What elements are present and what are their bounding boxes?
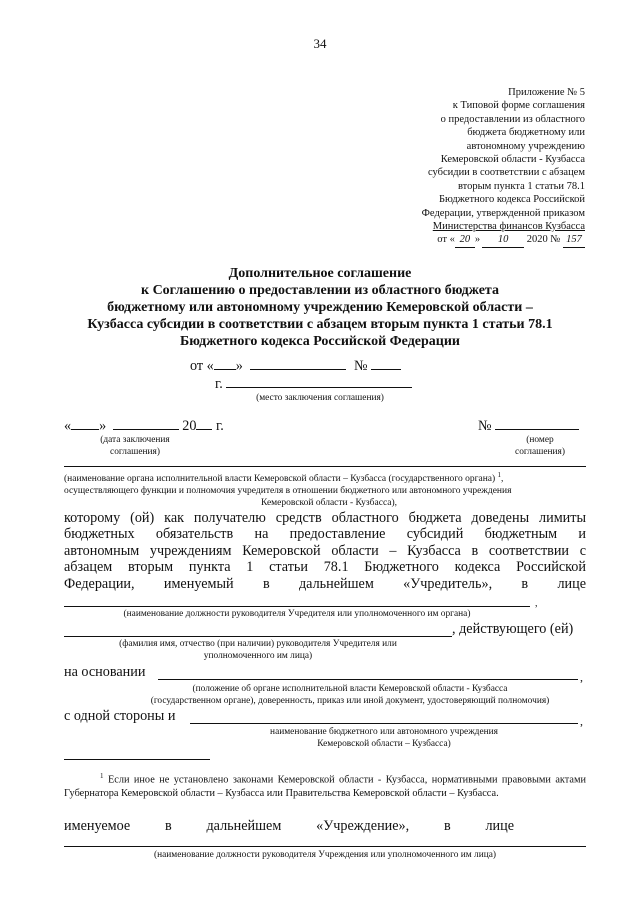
basis-comma: , [580, 670, 583, 684]
institution-comma: , [580, 714, 583, 728]
agreement-month-field[interactable] [250, 369, 346, 370]
body-line: бюджетных обязательств на предоставление субсидий бюджетным и [64, 526, 586, 543]
appendix-line: Федерации, утвержденной приказом [421, 207, 585, 219]
date-day-field[interactable] [71, 429, 99, 430]
appendix-line: вторым пункта 1 статьи 78.1 [457, 180, 585, 192]
city-prefix: г. [215, 376, 223, 392]
title-line: Дополнительное соглашение [228, 266, 412, 281]
appendix-line: о предоставлении из областного [440, 113, 585, 125]
appendix-line: бюджета бюджетному или [467, 127, 585, 139]
organ-name-field[interactable] [64, 466, 586, 467]
appendix-date-day: 20 [455, 233, 475, 247]
date-caption-line: соглашения) [110, 447, 160, 457]
head-name-caption-line: (фамилия имя, отчество (при наличии) руководителя Учредителя или [119, 639, 397, 649]
final-caption: (наименование должности руководителя Учреждения или уполномоченного им лица) [153, 850, 497, 860]
organ-caption-line: осуществляющего функции и полномочия учредителя в отношении бюджетного или автономного учреждения [64, 486, 512, 497]
footnote-ref: 1 [497, 471, 502, 479]
appendix-date-number: 157 [563, 233, 585, 247]
appendix-line: к Типовой форме соглашения [452, 100, 585, 112]
appendix-line: субсидии в соответствии с абзацем [427, 167, 585, 179]
head-position-comma: , [535, 598, 538, 609]
date-caption-line: (дата заключения [100, 435, 170, 445]
date-month-field[interactable] [113, 429, 179, 430]
basis-caption-line: (положение об органе исполнительной власти Кемеровской области - Кузбасса [192, 684, 508, 694]
appendix-date-line [325, 233, 585, 247]
agreement-ref-number-sign: № [353, 358, 368, 374]
appendix-date-prefix: от « [437, 234, 455, 246]
basis-label: на основании [64, 664, 146, 680]
city-line [215, 376, 412, 392]
footnote-separator [64, 759, 210, 760]
title-line: Бюджетного кодекса Российской Федерации [179, 334, 460, 349]
appendix-line: Министерства финансов Кузбасса [432, 221, 585, 233]
basis-field[interactable] [158, 679, 578, 680]
agreement-ref-line [190, 358, 401, 374]
appendix-line: Приложение № 5 [508, 87, 585, 98]
document-title [40, 265, 600, 350]
agreement-number-field[interactable] [371, 369, 401, 370]
date-close-quote: » [99, 418, 107, 434]
number-caption-line: соглашения) [515, 447, 565, 457]
page-number: 34 [313, 36, 327, 51]
final-word: в [164, 818, 172, 834]
institution-caption [190, 726, 578, 750]
title-line: к Соглашению о предоставлении из областного бюджета [141, 283, 499, 298]
one-side-label: с одной стороны и [64, 708, 176, 724]
date-year: 20 [182, 418, 197, 434]
agreement-no-field[interactable] [495, 429, 579, 430]
appendix-date-month: 10 [482, 233, 524, 247]
final-word: именуемое [64, 818, 131, 834]
body-line: автономным учреждениям Кемеровской области – Кузбасса в соответствии с [64, 542, 586, 559]
acting-label: , действующего (ей) [452, 621, 574, 637]
place-caption: (место заключения соглашения) [256, 393, 384, 403]
footnote [64, 770, 586, 800]
appendix-date-year: 2020 № [526, 234, 561, 246]
organ-caption-comma: , [501, 474, 504, 485]
date-number-sign: № [478, 418, 492, 434]
final-line [64, 818, 514, 834]
institution-caption-line: наименование бюджетного или автономного учреждения [270, 727, 498, 737]
institution-field[interactable] [190, 723, 578, 724]
date-year-field[interactable] [196, 429, 212, 430]
agreement-ref-ot: от « [190, 358, 214, 374]
appendix-line: Бюджетного кодекса Российской [438, 194, 585, 206]
title-line: бюджетному или автономному учреждению Кемеровской области – [107, 300, 533, 315]
head-name-caption-line: уполномоченного им лица) [203, 651, 313, 661]
body-paragraph [64, 510, 586, 592]
appendix-block [325, 86, 585, 248]
number-caption-line: (номер [526, 435, 554, 445]
body-line: Федерации, именуемый в дальнейшем «Учредитель», в лице [64, 575, 586, 592]
date-caption [70, 434, 200, 458]
basis-caption [110, 683, 590, 707]
final-word: «Учреждение», [316, 818, 410, 834]
body-line: которому (ой) как получателю средств областного бюджета доведены лимиты [64, 510, 586, 526]
final-word: лице [485, 818, 514, 834]
title-line: Кузбасса субсидии в соответствии с абзацем вторым пункта 1 статьи 78.1 [87, 317, 553, 332]
footnote-mark: 1 [100, 772, 104, 780]
number-caption [490, 434, 590, 458]
institution-caption-line: Кемеровской области – Кузбасса) [317, 739, 451, 749]
number-row [478, 418, 579, 434]
body-line: абзацем вторым пункта 1 статьи 78.1 Бюджетного кодекса Российской [64, 559, 586, 576]
appendix-line: Кемеровской области - Кузбасса [440, 154, 585, 166]
date-row [64, 418, 224, 434]
appendix-date-mid: » [474, 234, 481, 246]
date-open-quote: « [64, 418, 72, 434]
appendix-line: автономному учреждению [466, 140, 585, 152]
head-position-caption: (наименование должности руководителя Учредителя или уполномоченного им органа) [123, 609, 471, 619]
basis-caption-line: (государственном органе), доверенность, приказ или иной документ, удостоверяющий полномочия) [150, 696, 550, 706]
head-position-field[interactable] [64, 606, 530, 607]
final-word: в [443, 818, 451, 834]
final-word: дальнейшем [206, 818, 282, 834]
agreement-ref-close: » [235, 358, 243, 374]
head-name-field[interactable] [64, 636, 452, 637]
organ-caption [64, 469, 594, 509]
organ-caption-line: (наименование органа исполнительной власти Кемеровской области – Кузбасса (государственного органа) [64, 474, 496, 485]
organ-caption-line: Кемеровской области - Кузбасса), [260, 498, 398, 509]
date-year-suffix: г. [216, 418, 224, 434]
head-name-caption [64, 638, 452, 662]
footnote-text: Если иное не установлено законами Кемеровской области - Кузбасса, нормативными правовыми актами Губернатора Кемеровской области – Кузбасса или Правительства Кемеровской области – Кузбасса. [64, 774, 586, 799]
final-position-field[interactable] [64, 846, 586, 847]
agreement-day-field[interactable] [214, 369, 236, 370]
city-field[interactable] [226, 387, 412, 388]
